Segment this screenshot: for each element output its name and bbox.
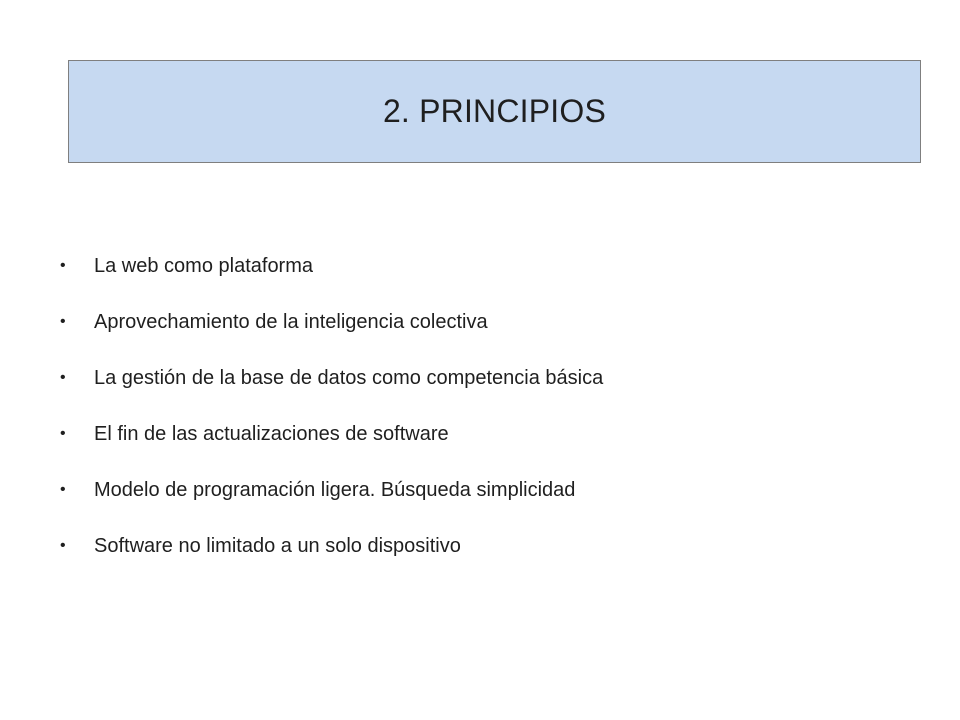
slide-title: 2. PRINCIPIOS <box>382 93 607 129</box>
bullet-text: Aprovechamiento de la inteligencia colectiva <box>94 310 488 333</box>
bullet-text: El fin de las actualizaciones de software <box>94 422 449 445</box>
bullet-icon: • <box>60 313 66 330</box>
bullet-item <box>60 462 920 518</box>
bullet-icon: • <box>60 537 66 554</box>
bullet-icon: • <box>60 425 66 442</box>
bullet-text: La gestión de la base de datos como competencia básica <box>94 366 604 389</box>
title-box <box>68 60 921 163</box>
bullet-icon: • <box>60 481 66 498</box>
bullet-icon: • <box>60 369 66 386</box>
bullet-text: Software no limitado a un solo dispositivo <box>94 534 461 557</box>
bullet-item <box>60 294 920 350</box>
bullet-item <box>60 406 920 462</box>
bullet-icon: • <box>60 257 66 274</box>
bullet-item <box>60 518 920 574</box>
bullet-list <box>60 238 920 574</box>
bullet-text: La web como plataforma <box>94 254 314 277</box>
bullet-text: Modelo de programación ligera. Búsqueda simplicidad <box>94 478 576 501</box>
bullet-item <box>60 238 920 294</box>
bullet-item <box>60 350 920 406</box>
